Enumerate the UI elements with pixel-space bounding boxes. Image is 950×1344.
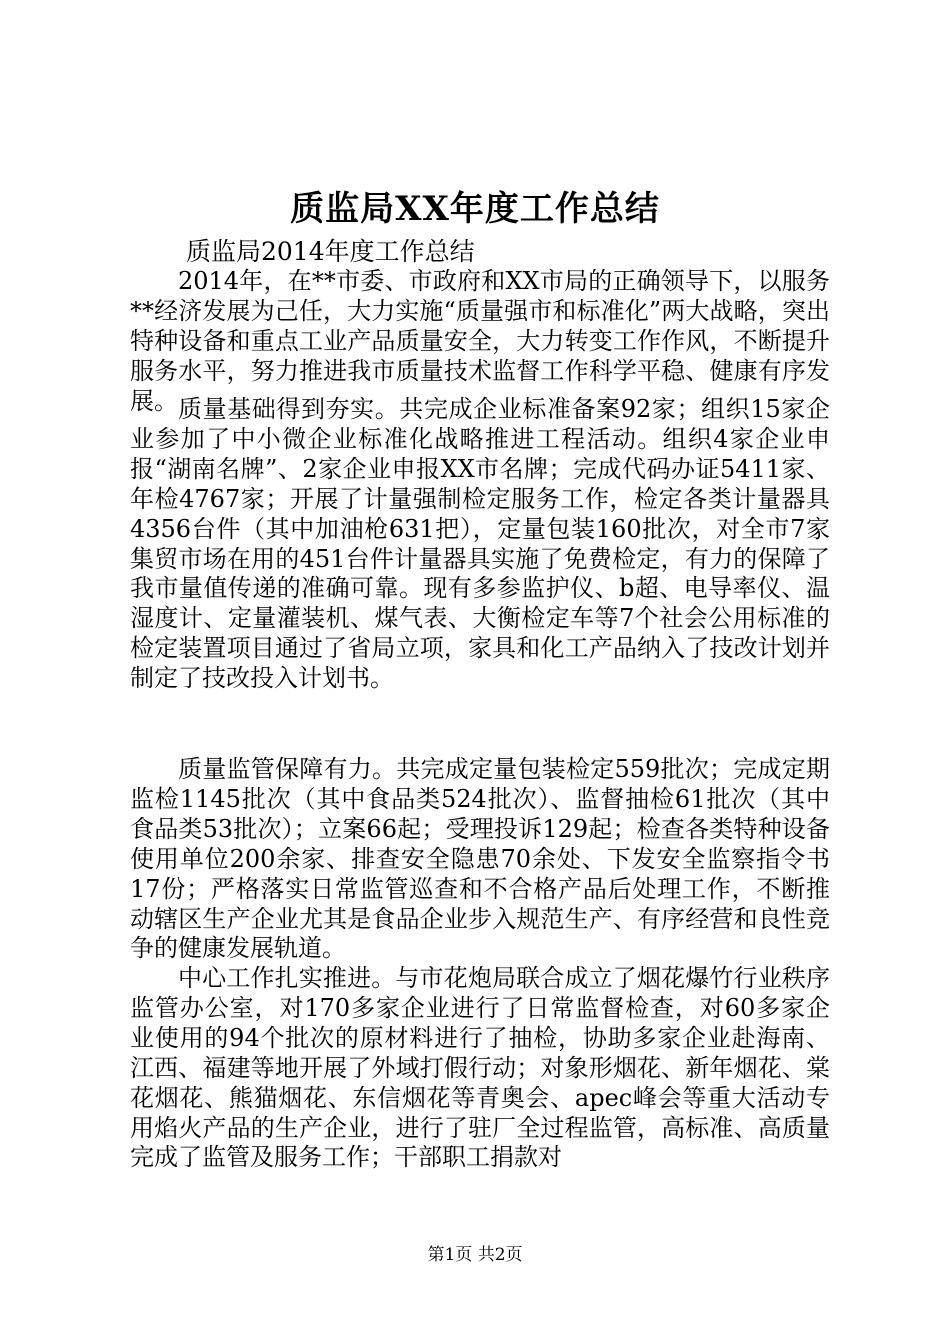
paragraph-quality-supervision: 质量监管保障有力。共完成定量包装检定559批次；完成定期监检1145批次（其中食品类524批次）、监督抽检61批次（其中食品类53批次）；立案66起；受理投诉129起；检查各类特种设备使用单位200余家、排查安全隐患70余处、下发安全监察指令书17份；严格落实日常监管巡查和不合格产品后处理工作，不断推动辖区生产企业尤其是食品企业步入规范生产、有序经营和良性竞争的健康发展轨道。 (130, 755, 830, 963)
document-title: 质监局XX年度工作总结 (290, 189, 660, 229)
paragraph-quality-foundation: 质量基础得到夯实。共完成企业标准备案92家；组织15家企业参加了中小微企业标准化战略推进工程活动。组织4家企业申报“湖南名牌”、2家企业申报XX市名牌；完成代码办证5411家、年检4767家；开展了计量强制检定服务工作，检定各类计量器具4356台件（其中加油枪631把），定量包装160批次，对全市7家集贸市场在用的451台件计量器具实施了免费检定，有力的保障了我市量值传递的准确可靠。现有多参监护仪、b超、电导率仪、温湿度计、定量灌装机、煤气表、大衡检定车等7个社会公用标准的检定装置项目通过了省局立项，家具和化工产品纳入了技改计划并制定了技改投入计划书。 (130, 395, 830, 693)
document-subtitle: 质监局2014年度工作总结 (186, 237, 475, 266)
paragraph-central-work: 中心工作扎实推进。与市花炮局联合成立了烟花爆竹行业秩序监管办公室，对170多家企业进行了日常监督检查，对60多家企业使用的94个批次的原材料进行了抽检，协助多家企业赴海南、江西、福建等地开展了外域打假行动；对象形烟花、新年烟花、棠花烟花、熊猫烟花、东信烟花等青奥会、apec峰会等重大活动专用焰火产品的生产企业，进行了驻厂全过程监管，高标准、高质量完成了监管及服务工作；干部职工捐款对 (130, 964, 830, 1172)
page-footer: 第1页 共2页 (427, 1245, 523, 1265)
paragraph-intro: 2014年，在**市委、市政府和XX市局的正确领导下，以服务**经济发展为己任，大力实施“质量强市和标准化”两大战略，突出特种设备和重点工业产品质量安全，大力转变工作作风，不断提升服务水平，努力推进我市质量技术监督工作科学平稳、健康有序发展。 (130, 267, 830, 415)
